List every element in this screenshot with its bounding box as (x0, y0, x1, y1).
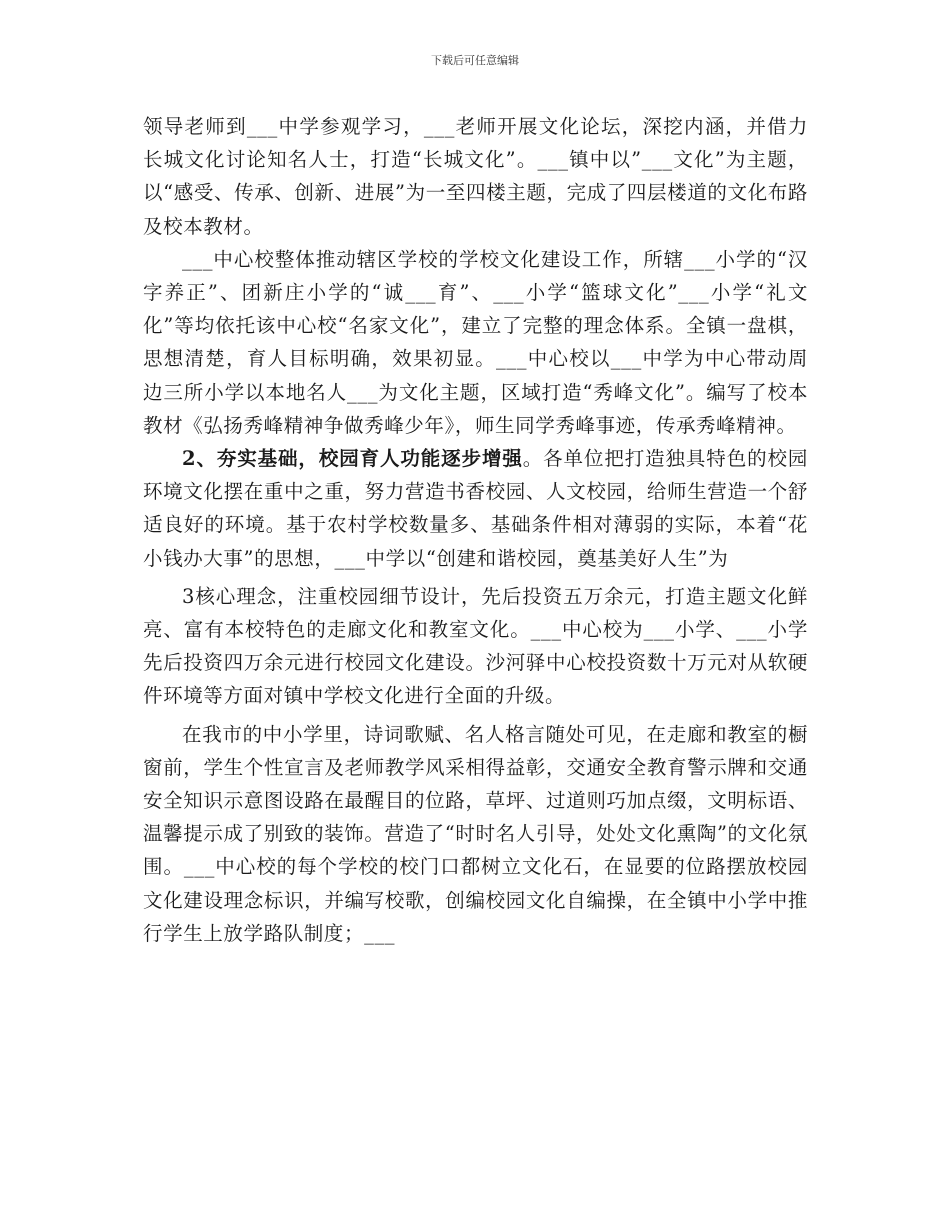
paragraph-1: 领导老师到___中学参观学习，___老师开展文化论坛，深挖内涵，并借力长城文化讨论知名人士，打造“长城文化”。___镇中以”___文化”为主题，以“感受、传承、创新、进展”为一至四楼主题，完成了四层楼道的文化布路及校本教材。 (143, 115, 808, 238)
paragraph-4: 3核心理念，注重校园细节设计，先后投资五万余元，打造主题文化鲜亮、富有本校特色的走廊文化和教室文化。___中心校为___小学、___小学先后投资四万余元进行校园文化建设。沙河驿中心校投资数十万元对从软硬件环境等方面对镇中学校文化进行全面的升级。 (143, 584, 808, 708)
page-header: 下载后可任意编辑 (431, 54, 519, 67)
paragraph-3 (143, 442, 808, 575)
paragraph-3-body: 。各单位把打造独具特色的校园环境文化摆在重中之重，努力营造书香校园、人文校园，给师生营造一个舒适良好的环境。基于农村学校数量多、基础条件相对薄弱的实际，本着“花小钱办大事”的思想，___中学以“创建和谐校园，奠基美好人生”为 (143, 447, 808, 570)
paragraph-2: ___中心校整体推动辖区学校的学校文化建设工作，所辖___小学的“汉字养正”、团新庄小学的“诚___育”、___小学“篮球文化”___小学“礼文化”等均依托该中心校“名家文化”，建立了完整的理念体系。全镇一盘棋，思想清楚，育人目标明确，效果初显。___中心校以___中学为中心带动周边三所小学以本地名人___为文化主题，区域打造“秀峰文化”。编写了校本教材《弘扬秀峰精神争做秀峰少年》，师生同学秀峰事迹，传承秀峰精神。 (143, 247, 808, 437)
section-heading: 2、夯实基础，校园育人功能逐步增强 (182, 447, 523, 471)
paragraph-5: 在我市的中小学里，诗词歌赋、名人格言随处可见，在走廊和教室的橱窗前，学生个性宣言及老师教学风采相得益彰，交通安全教育警示牌和交通安全知识示意图设路在最醒目的位路，草坪、过道则巧加点缀，文明标语、温馨提示成了别致的装饰。营造了“时时名人引导，处处文化熏陶”的文化氛围。___中心校的每个学校的校门口都树立文化石，在显要的位路摆放校园文化建设理念标识，并编写校歌，创编校园文化自编操，在全镇中小学中推行学生上放学路队制度；___ (143, 722, 808, 945)
document-body (143, 110, 808, 950)
